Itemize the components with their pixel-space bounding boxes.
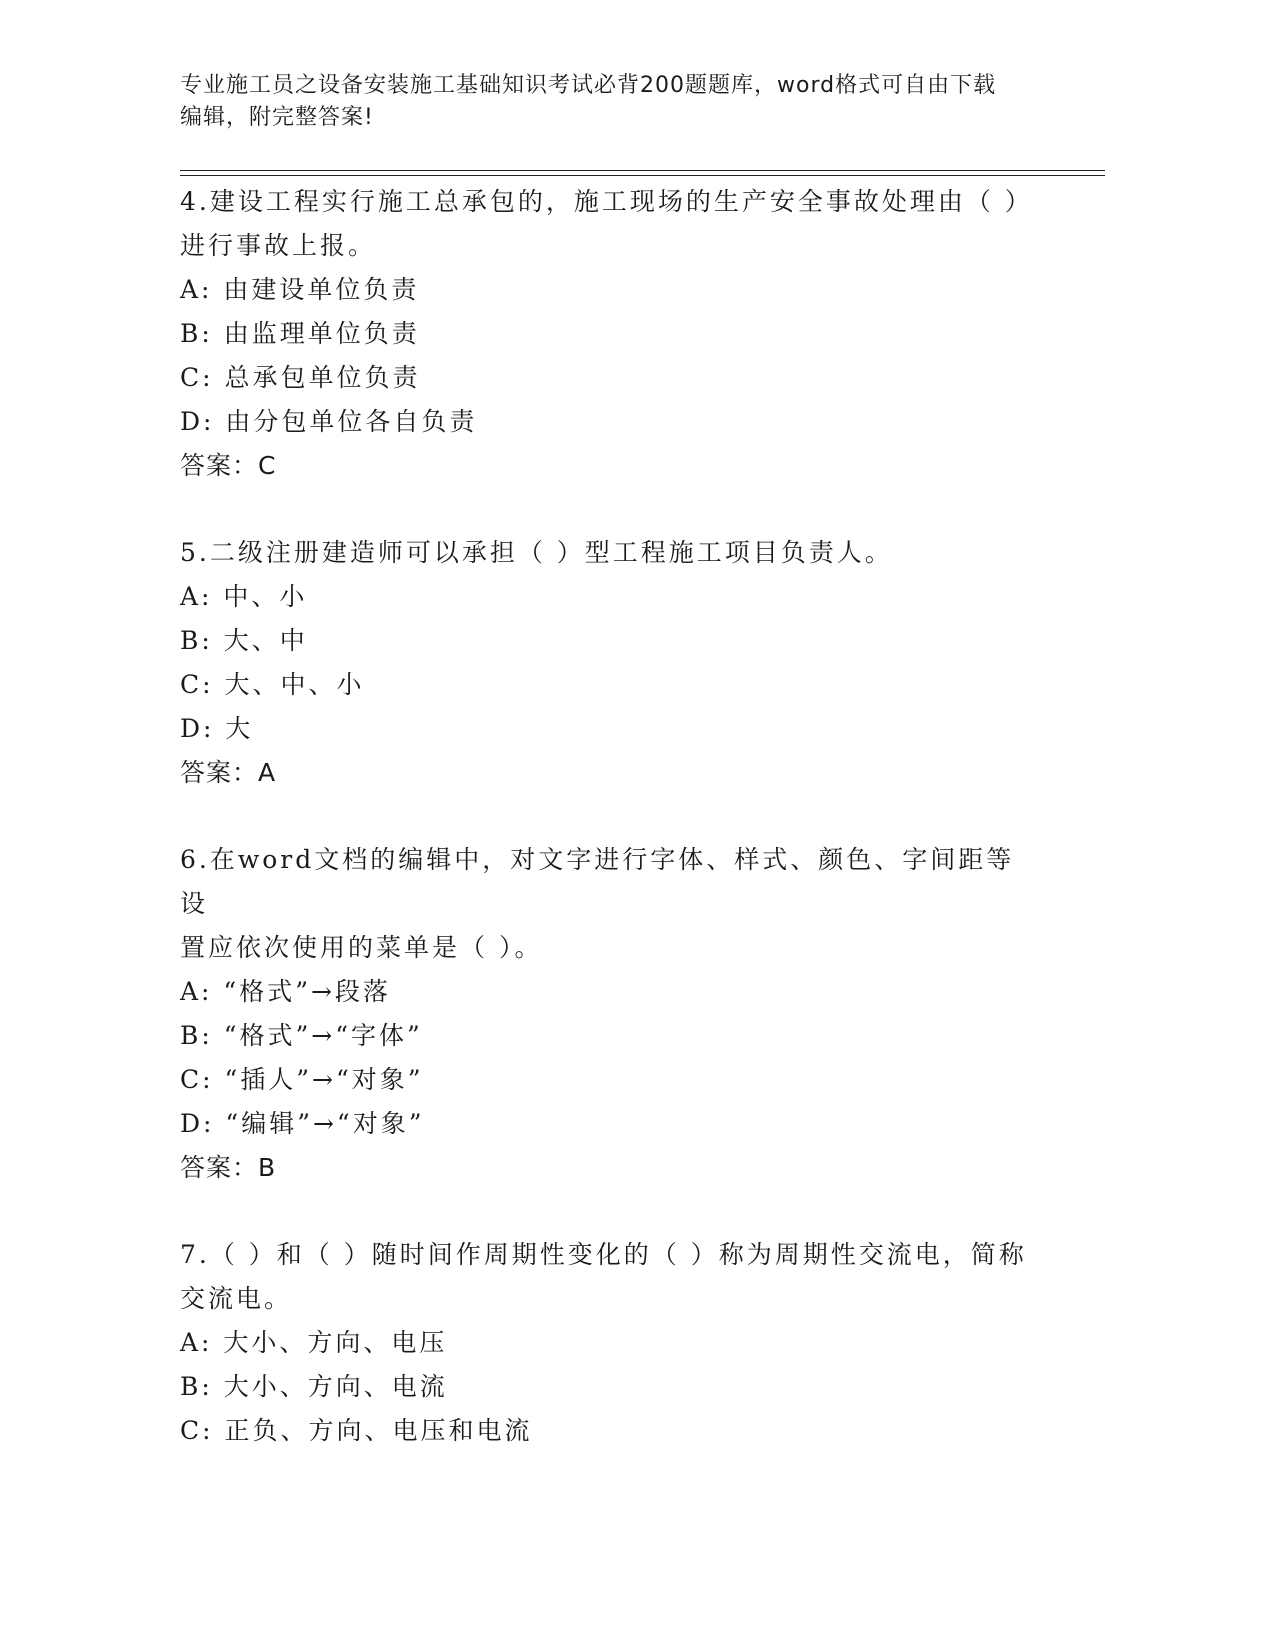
answer-line: 答案：A (180, 758, 277, 787)
option-d: D: “编辑”→“对象” (180, 1109, 425, 1138)
question-stem-line: 7.（ ）和（ ）随时间作周期性变化的（ ）称为周期性交流电，简称 (180, 1240, 1027, 1269)
option-c: C: 正负、方向、电压和电流 (180, 1416, 533, 1445)
question-stem-line: 交流电。 (180, 1284, 293, 1313)
option-b: B: 大小、方向、电流 (180, 1372, 448, 1401)
document-header (180, 70, 1040, 134)
option-b: B: “格式”→“字体” (180, 1021, 423, 1050)
question-spacer (180, 1190, 1040, 1233)
option-d: D: 大 (180, 714, 254, 743)
question-list (180, 180, 1040, 1453)
header-divider-top (180, 170, 1105, 171)
option-c: C: 大、中、小 (180, 670, 365, 699)
option-a: A: 中、小 (180, 582, 308, 611)
question-stem (180, 531, 1040, 575)
option-a: A: 大小、方向、电压 (180, 1328, 448, 1357)
question-stem-line: 5.二级注册建造师可以承担（ ）型工程施工项目负责人。 (180, 538, 893, 567)
question-5 (180, 531, 1040, 795)
question-6 (180, 838, 1040, 1190)
option-a: A: “格式”→段落 (180, 977, 391, 1006)
question-stem-line: 6.在word文档的编辑中，对文字进行字体、样式、颜色、字间距等设 (180, 845, 1015, 918)
question-7 (180, 1233, 1040, 1453)
question-stem (180, 838, 1040, 970)
question-spacer (180, 488, 1040, 531)
question-stem-line: 4.建设工程实行施工总承包的，施工现场的生产安全事故处理由（ ） (180, 187, 1033, 216)
header-divider-bottom (180, 175, 1105, 176)
question-stem-line: 置应依次使用的菜单是（ ）。 (180, 933, 543, 962)
option-c: C: “插人”→“对象” (180, 1065, 424, 1094)
option-c: C: 总承包单位负责 (180, 363, 421, 392)
question-stem (180, 180, 1040, 268)
answer-line: 答案：C (180, 451, 277, 480)
option-b: B: 大、中 (180, 626, 308, 655)
header-line-1: 专业施工员之设备安装施工基础知识考试必背200题题库，word格式可自由下载 (180, 73, 997, 98)
question-4 (180, 180, 1040, 488)
answer-line: 答案：B (180, 1153, 277, 1182)
option-a: A: 由建设单位负责 (180, 275, 420, 304)
question-stem-line: 进行事故上报。 (180, 231, 377, 260)
question-stem (180, 1233, 1040, 1321)
question-spacer (180, 795, 1040, 838)
option-d: D: 由分包单位各自负责 (180, 407, 478, 436)
header-line-2: 编辑，附完整答案! (180, 105, 374, 130)
option-b: B: 由监理单位负责 (180, 319, 420, 348)
